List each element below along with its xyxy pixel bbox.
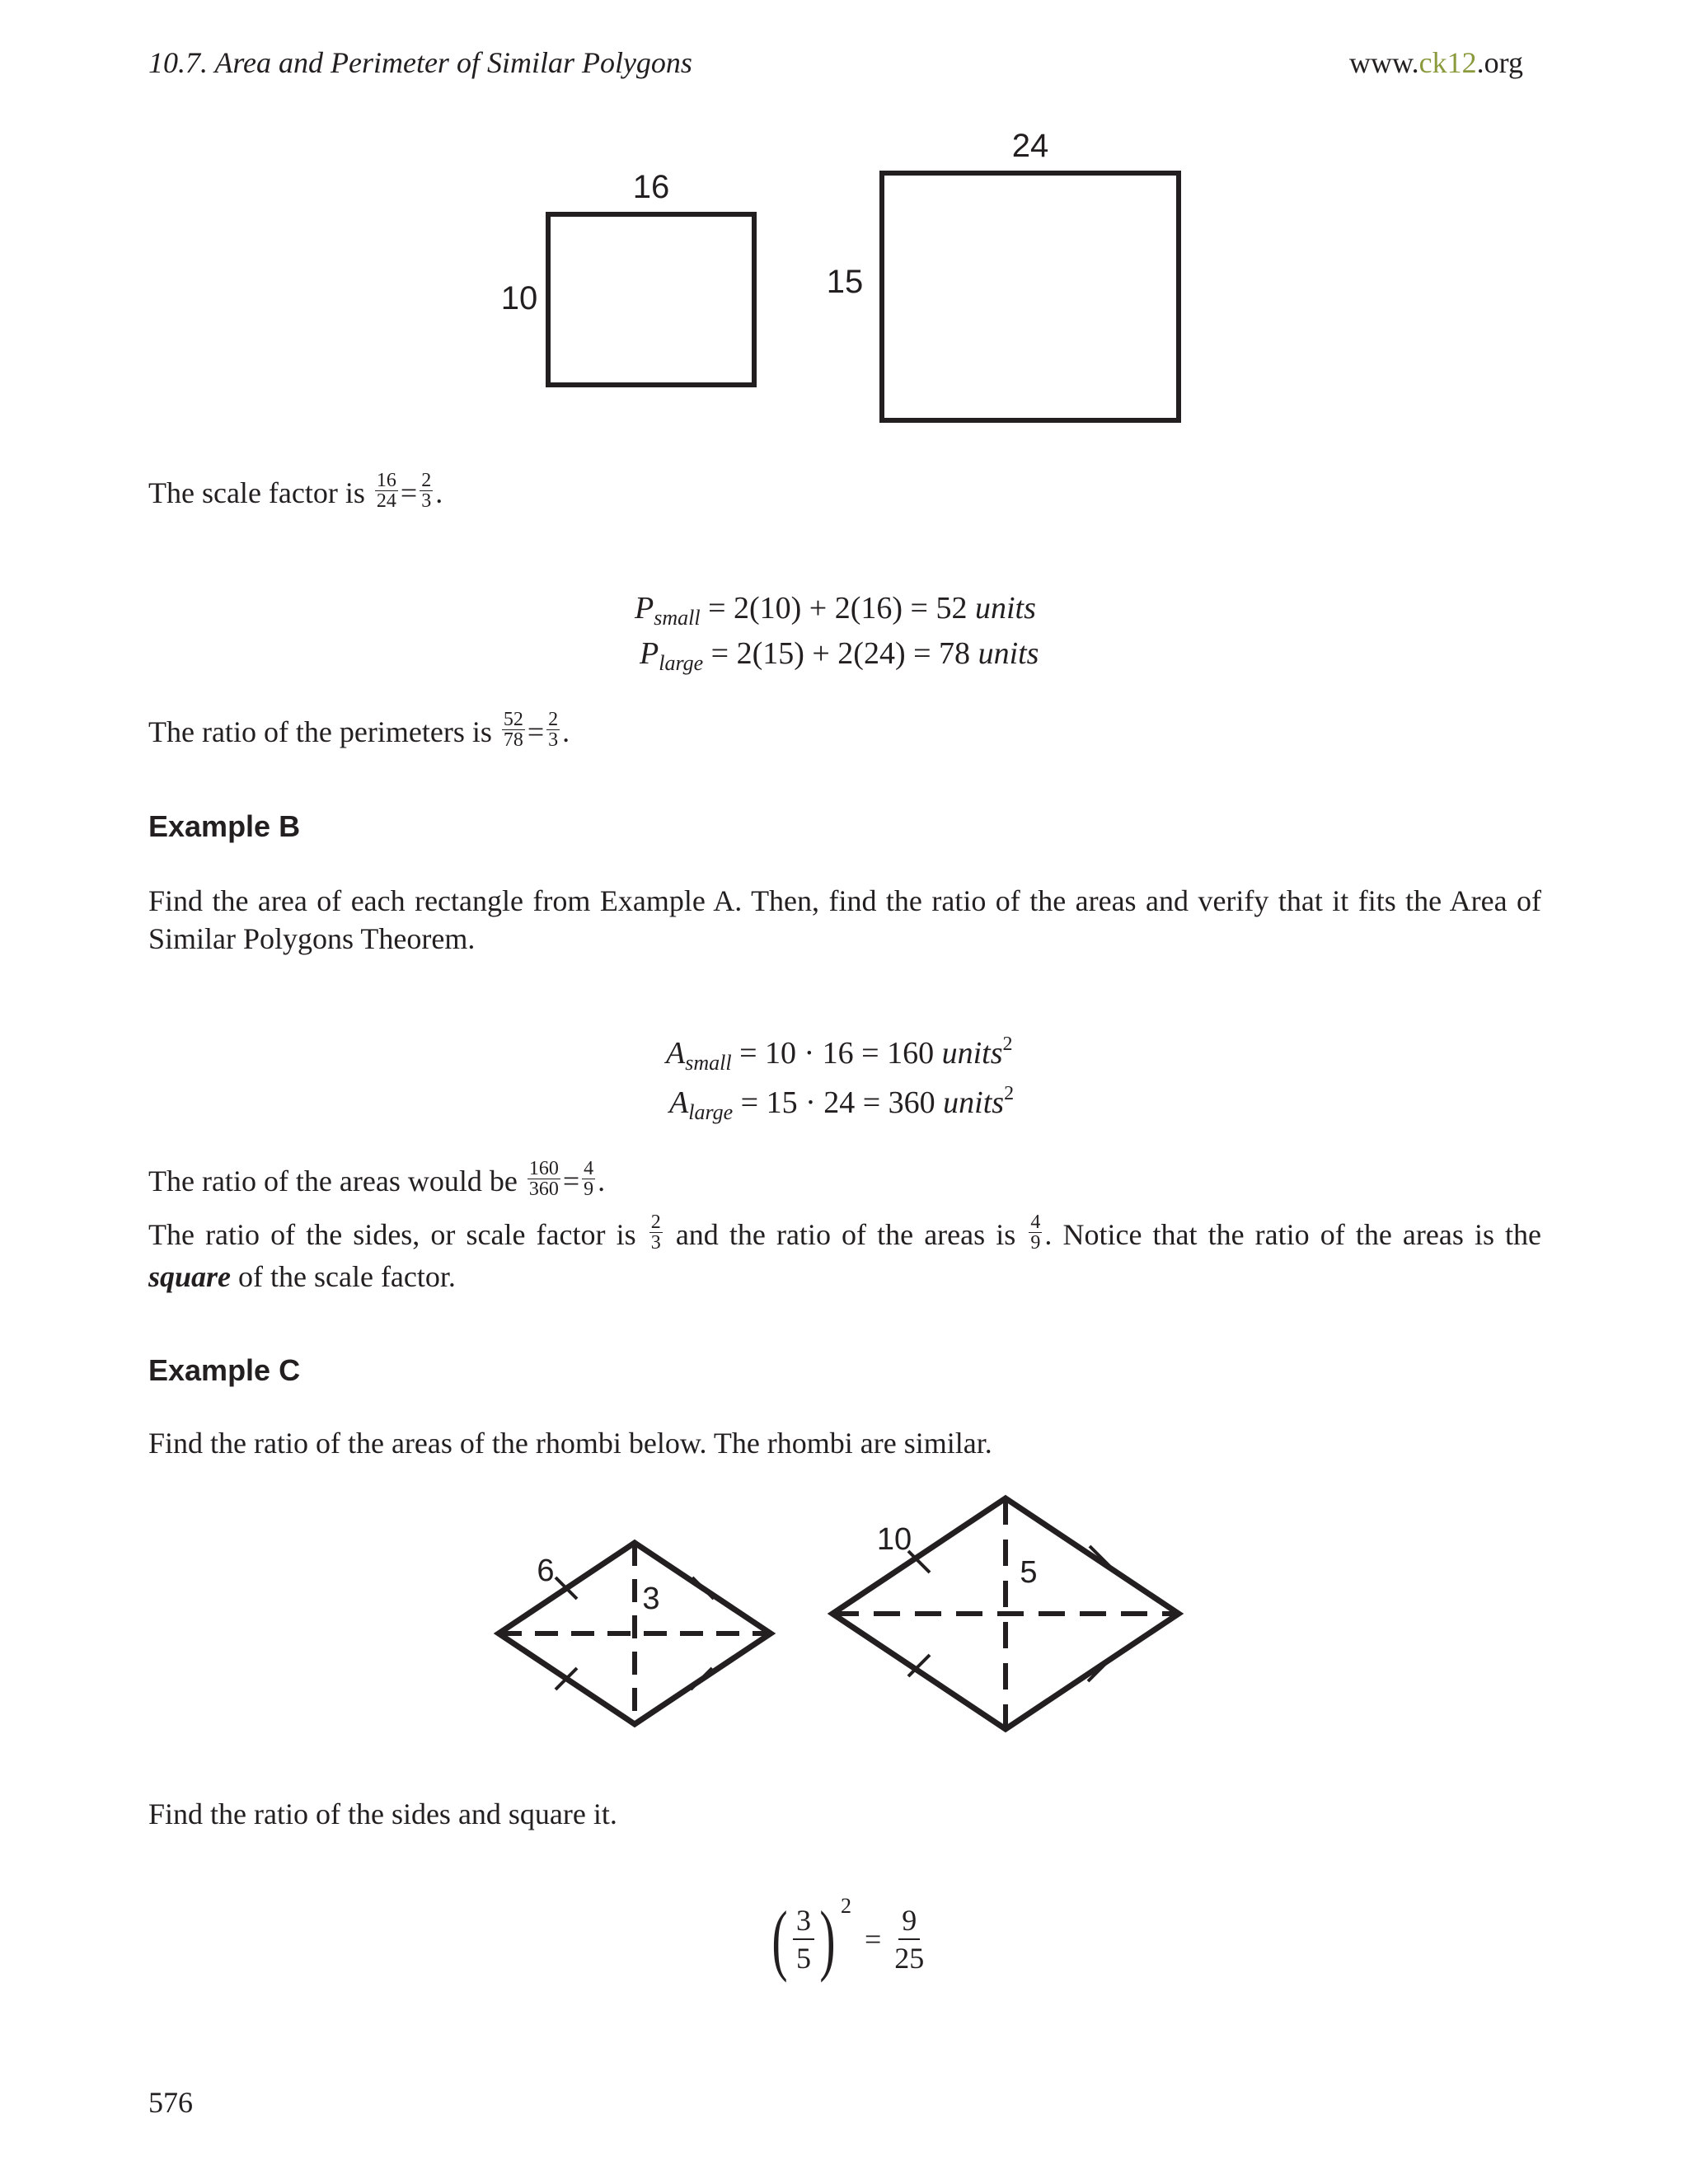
page-number: 576 (148, 2086, 193, 2119)
final-equation: ( $\frac{3}{5}$ ) 2 = $\frac{9}{25}$ (771, 1894, 925, 1983)
large-width-label: 24 (1011, 128, 1049, 164)
fraction: $\frac{4}{9}$ (584, 1158, 594, 1201)
example-b-heading: Example B (148, 809, 301, 843)
site-url-12: 12 (1447, 46, 1477, 79)
fraction: $\frac{4}{9}$ (1030, 1212, 1041, 1254)
small-width-label: 16 (632, 169, 670, 205)
fraction: $\frac{2}{3}$ (650, 1212, 661, 1254)
perimeter-ratio-line: The ratio of the perimeters is $\frac{52}{78}$ = $\frac{2}{3}$ . (148, 709, 570, 752)
fraction: $\frac{3}{5}$ (793, 1902, 814, 1976)
example-c-heading: Example C (148, 1353, 301, 1387)
perimeter-small-equation: $P_{small} = 2(10) + 2(16) = 52$ units (635, 591, 1036, 630)
scale-factor-text: The scale factor is (148, 476, 365, 509)
instruction-text: Find the ratio of the sides and square it. (148, 1797, 617, 1830)
notice-paragraph: The ratio of the sides, or scale factor is $\frac{2}{3}$ and the ratio of the areas is $\frac{4}{9}$ . Notice that the ratio of the areas is the square of the scale factor. (148, 1212, 1542, 1294)
small-height-label: 10 (500, 280, 538, 316)
fraction: $\frac{2}{3}$ (548, 709, 559, 752)
site-url-prefix: www. (1349, 46, 1419, 79)
fraction: $\frac{2}{3}$ (421, 470, 432, 513)
perimeter-large-equation: $P_{large} = 2(15) + 2(24) = 78$ units (640, 636, 1039, 675)
fraction: $\frac{52}{78}$ (503, 709, 523, 752)
rhombi-figure (478, 1483, 1203, 1755)
site-url-suffix: .org (1476, 46, 1523, 79)
large-half-diagonal-label: 5 (1020, 1555, 1038, 1590)
fraction: $\frac{16}{24}$ (376, 470, 396, 513)
site-url-ck: ck (1418, 46, 1447, 79)
small-half-diagonal-label: 3 (642, 1582, 660, 1616)
area-large-equation: $A_{large} = 15 \cdot 24 = 360$ units$^2$ (669, 1083, 1015, 1124)
fraction: $\frac{160}{360}$ (528, 1158, 559, 1201)
scale-factor-line: The scale factor is $\frac{16}{24}$ = $\frac{2}{3}$ . (148, 470, 443, 513)
fraction: $\frac{9}{25}$ (894, 1904, 925, 1975)
large-side-label: 10 (876, 1522, 912, 1557)
area-ratio-line: The ratio of the areas would be $\frac{160}{360}$ = $\frac{4}{9}$ . (148, 1158, 606, 1201)
rectangles-figure (478, 115, 1220, 429)
running-header-section: 10.7. Area and Perimeter of Similar Polygons (148, 46, 692, 79)
large-rectangle (882, 173, 1179, 420)
area-small-equation: $A_{small} = 10 \cdot 16 = 160$ units$^2$ (666, 1033, 1013, 1075)
large-height-label: 15 (826, 264, 864, 300)
example-b-text: Find the area of each rectangle from Example A. Then, find the ratio of the areas and verify that it fits the Area of Similar Polygons Theorem. (148, 884, 1541, 955)
small-side-label: 6 (537, 1554, 555, 1588)
example-c-text: Find the ratio of the areas of the rhombi below. The rhombi are similar. (148, 1427, 992, 1460)
site-url[interactable] (1349, 45, 1523, 80)
small-rectangle (548, 214, 754, 385)
